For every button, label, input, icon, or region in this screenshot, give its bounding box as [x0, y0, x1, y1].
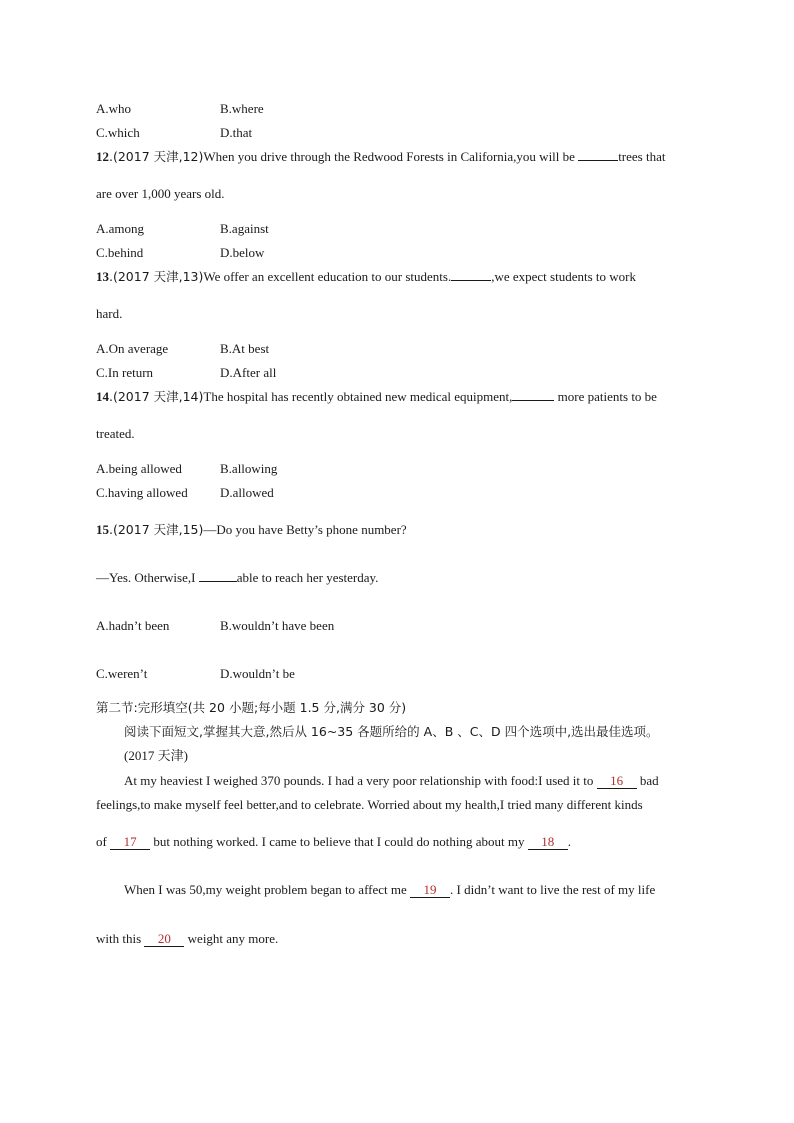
- q13-option-d: D.After all: [220, 365, 277, 380]
- q12-option-a: A.among: [96, 221, 145, 236]
- cloze-blank-18: 18: [528, 835, 568, 850]
- q15-option-d: D.wouldn’t be: [220, 666, 295, 681]
- cloze-blank-19: 19: [410, 883, 450, 898]
- passage-p1-line1: At my heaviest I weighed 370 pounds. I had a very poor relationship with food:I used it to 16 bad: [124, 773, 659, 788]
- q14-option-b: B.allowing: [220, 461, 278, 476]
- answer-blank: [578, 148, 618, 161]
- q11-option-a: A.who: [96, 101, 132, 116]
- q13-stem-continued: hard.: [96, 306, 123, 321]
- q12-stem-continued: are over 1,000 years old.: [96, 186, 225, 201]
- q14-stem-continued: treated.: [96, 426, 135, 441]
- q15-option-c: C.weren’t: [96, 666, 148, 681]
- passage-p1-line3: of 17 but nothing worked. I came to believe that I could do nothing about my 18 .: [96, 834, 571, 849]
- q15-option-b: B.wouldn’t have been: [220, 618, 335, 633]
- q14-stem: 14.(2017 天津,14)The hospital has recently obtained new medical equipment, more patients to be: [96, 389, 657, 404]
- cloze-blank-16: 16: [597, 774, 637, 789]
- answer-blank: [512, 388, 554, 401]
- q11-option-b: B.where: [220, 101, 264, 116]
- q15-option-a: A.hadn’t been: [96, 618, 170, 633]
- section2-source: (2017 天津): [124, 748, 188, 763]
- q13-option-c: C.In return: [96, 365, 154, 380]
- passage-p1-line2: feelings,to make myself feel better,and to celebrate. Worried about my health,I tried many different kinds: [96, 797, 643, 812]
- q14-option-c: C.having allowed: [96, 485, 188, 500]
- q12-stem: 12.(2017 天津,12)When you drive through the Redwood Forests in California,you will be trees that: [96, 149, 666, 164]
- q11-option-c: C.which: [96, 125, 140, 140]
- q15-reply: —Yes. Otherwise,I able to reach her yesterday.: [96, 570, 379, 585]
- section2-instruction: 阅读下面短文,掌握其大意,然后从 16~35 各题所给的 A、B 、C、D 四个选项中,选出最佳选项。: [124, 724, 659, 739]
- q12-option-d: D.below: [220, 245, 265, 260]
- q12-option-b: B.against: [220, 221, 269, 236]
- q15-stem: 15.(2017 天津,15)—Do you have Betty’s phone number?: [96, 522, 407, 537]
- cloze-blank-20: 20: [144, 932, 184, 947]
- q14-option-a: A.being allowed: [96, 461, 182, 476]
- answer-blank: [199, 569, 237, 582]
- q14-option-d: D.allowed: [220, 485, 274, 500]
- cloze-blank-17: 17: [110, 835, 150, 850]
- q13-stem: 13.(2017 天津,13)We offer an excellent education to our students. ,we expect students to work: [96, 269, 636, 284]
- passage-p2-line2: with this 20 weight any more.: [96, 931, 279, 946]
- q13-option-a: A.On average: [96, 341, 169, 356]
- q11-option-d: D.that: [220, 125, 253, 140]
- q12-option-c: C.behind: [96, 245, 144, 260]
- passage-p2-line1: When I was 50,my weight problem began to affect me 19 . I didn’t want to live the rest of my life: [124, 882, 656, 897]
- section2-heading: 第二节:完形填空(共 20 小题;每小题 1.5 分,满分 30 分): [96, 700, 407, 715]
- q13-option-b: B.At best: [220, 341, 270, 356]
- answer-blank: [451, 268, 491, 281]
